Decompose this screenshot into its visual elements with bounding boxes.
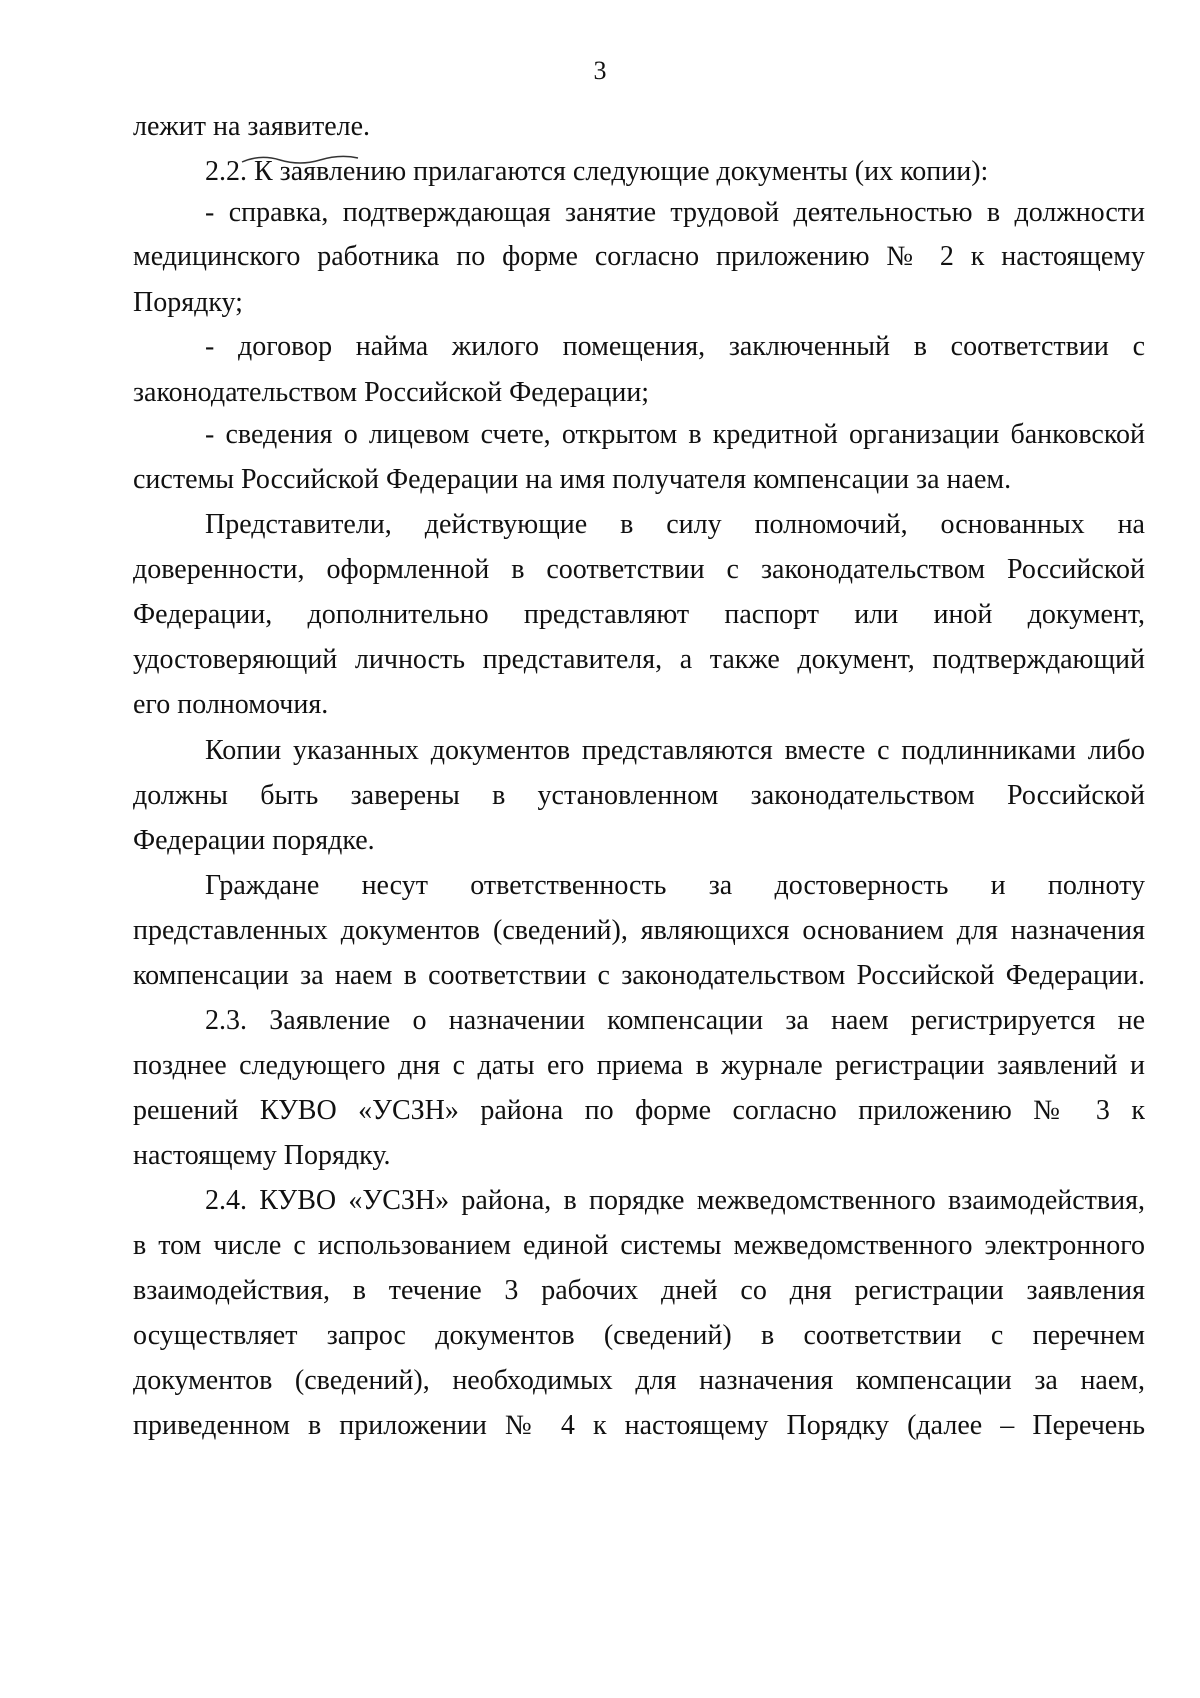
text-line: удостоверяющий личность представителя, а также документ, подтверждающий: [133, 644, 1145, 675]
text-line: взаимодействия, в течение 3 рабочих дней со дня регистрации заявления: [133, 1275, 1145, 1306]
page-number: 3: [593, 56, 607, 85]
text-line: системы Российской Федерации на имя получателя компенсации за наем.: [133, 464, 1012, 495]
text-line: его полномочия.: [133, 689, 329, 720]
text-line: приведенном в приложении № 4 к настоящему Порядку (далее – Перечень: [133, 1410, 1145, 1441]
text-line: лежит на заявителе.: [133, 111, 371, 142]
text-line: в том числе с использованием единой системы межведомственного электронного: [133, 1230, 1145, 1261]
text-line: 2.4. КУВО «УСЗН» района, в порядке межведомственного взаимодействия,: [205, 1185, 1145, 1216]
text-line: документов (сведений), необходимых для назначения компенсации за наем,: [133, 1365, 1145, 1396]
text-line: решений КУВО «УСЗН» района по форме согласно приложению № 3 к: [133, 1095, 1145, 1126]
text-line: доверенности, оформленной в соответствии с законодательством Российской: [133, 554, 1145, 585]
text-line: Граждане несут ответственность за достоверность и полноту: [205, 870, 1145, 901]
text-line: - справка, подтверждающая занятие трудовой деятельностью в должности: [205, 197, 1145, 228]
text-line: 2.2. К заявлению прилагаются следующие документы (их копии):: [205, 156, 989, 187]
text-line: медицинского работника по форме согласно приложению № 2 к настоящему: [133, 241, 1145, 272]
text-line: Порядку;: [133, 287, 243, 318]
text-line: компенсации за наем в соответствии с законодательством Российской Федерации.: [133, 960, 1145, 991]
text-line: Представители, действующие в силу полномочий, основанных на: [205, 509, 1145, 540]
text-line: 2.3. Заявление о назначении компенсации за наем регистрируется не: [205, 1005, 1145, 1036]
text-line: представленных документов (сведений), являющихся основанием для назначения: [133, 915, 1145, 946]
text-line: - сведения о лицевом счете, открытом в кредитной организации банковской: [205, 419, 1145, 450]
text-line: осуществляет запрос документов (сведений) в соответствии с перечнем: [133, 1320, 1145, 1351]
text-line: законодательством Российской Федерации;: [133, 377, 650, 408]
text-line: настоящему Порядку.: [133, 1140, 391, 1171]
text-line: должны быть заверены в установленном законодательством Российской: [133, 780, 1145, 811]
text-line: Копии указанных документов представляются вместе с подлинниками либо: [205, 735, 1145, 766]
text-line: позднее следующего дня с даты его приема в журнале регистрации заявлений и: [133, 1050, 1145, 1081]
text-line: - договор найма жилого помещения, заключенный в соответствии с: [205, 331, 1145, 362]
text-line: Федерации, дополнительно представляют паспорт или иной документ,: [133, 599, 1145, 630]
text-line: Федерации порядке.: [133, 825, 375, 856]
